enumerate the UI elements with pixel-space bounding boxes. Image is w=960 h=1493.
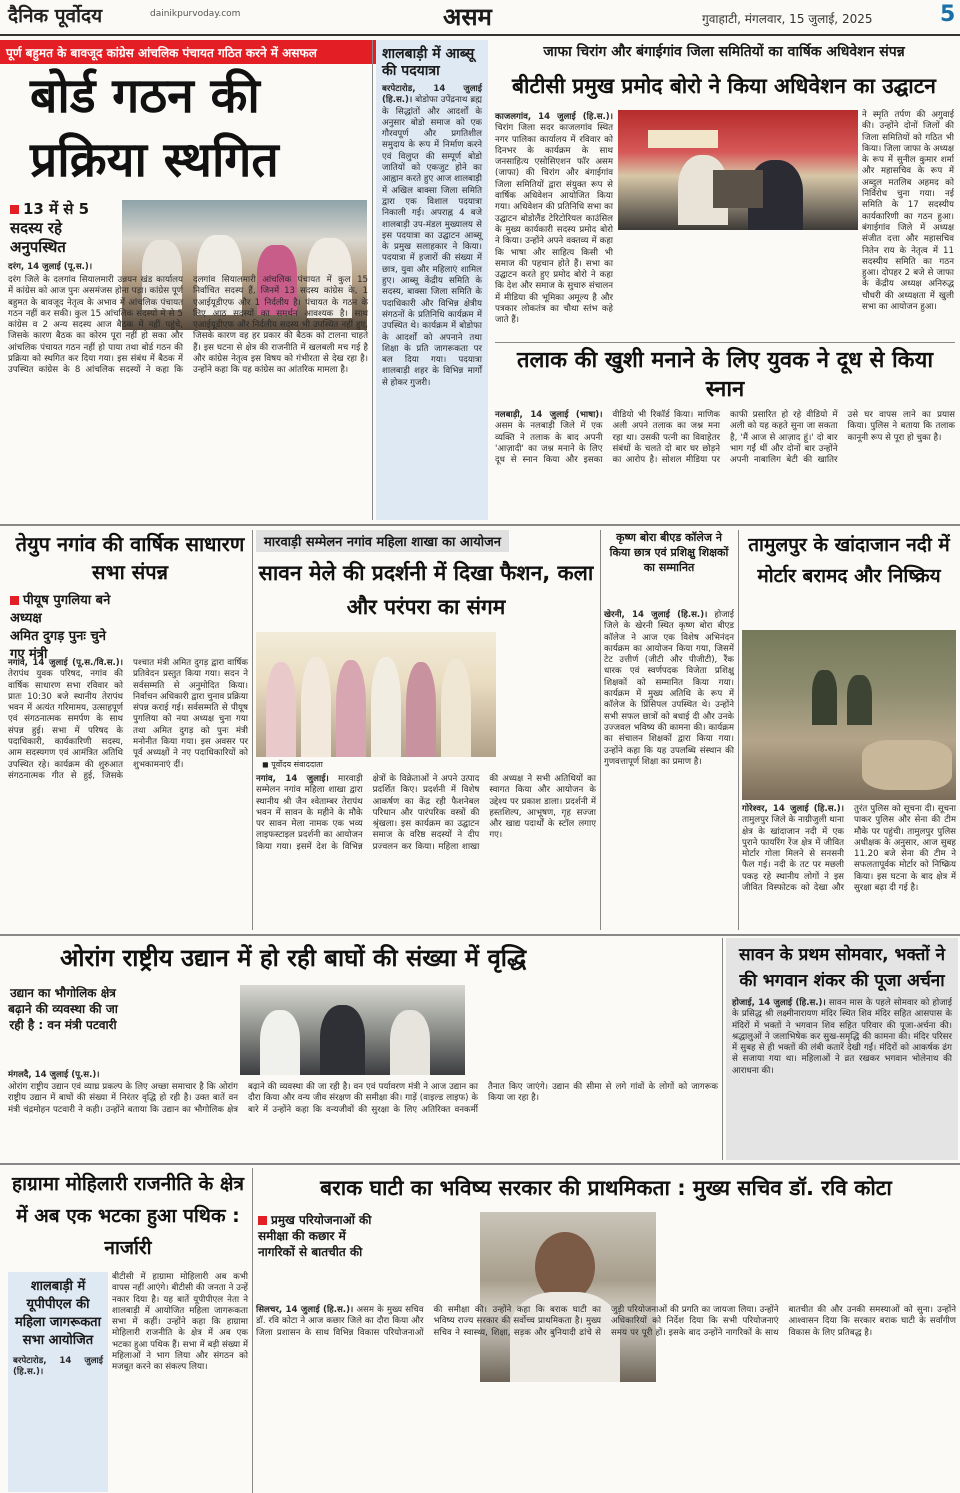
a8-headline: तामुलपुर के खांदाजान नदी में मोर्टार बरामद और निष्क्रिय	[748, 534, 950, 587]
a10-box	[726, 938, 958, 1160]
a7-body-text: होजाई जिले के खेरनी स्थित कृष्ण बोरा बीएड कॉलेज ने आज एक विशेष अभिनंदन कार्यक्रम का आयोजन किया गया, जिसमें टेट उत्तीर्ण (जीटी और पीजीटी), रैंक धारक एवं स्वर्णपदक विजेता प्रशिक्षु शिक्षकों को सम्मानित किया गया। कार्यक्रम में मुख्य अतिथि के रूप में कॉलेज के प्रिंसिपल उपस्थित थे। उन्होंने सभी सफल छात्रों को बधाई दी और उनके उज्जवल भविष्य की कामना की। कार्यक्रम का संचालन शिक्षकों द्वारा किया गया। उन्होंने कहा कि यह उपलब्धि संस्थान की गुणवत्तापूर्ण शिक्षा का प्रमाण है।	[604, 610, 734, 767]
a11-dateline: बरपेटारोड, 14 जुलाई (हि.स.)।	[13, 1356, 103, 1378]
a6-photo-women-group	[256, 632, 496, 757]
a7-body	[604, 610, 734, 930]
newspaper-name: दैनिक पूर्वोदय	[8, 5, 103, 27]
a6-kicker: मारवाड़ी सम्मेलन नगांव महिला शाखा का आयोजन	[256, 530, 509, 552]
section-title: असम	[443, 3, 492, 31]
a1-kicker: पूर्ण बहुमत के बावजूद कांग्रेस आंचलिक पंचायत गठित करने में असफल	[0, 40, 377, 64]
a2-dateline: बरपेटारोड, 14 जुलाई (हि.स.)।	[382, 84, 482, 106]
a9-side-headline: उद्यान का भौगोलिक क्षेत्र बढ़ाने की व्यवस्था की जा रही है : वन मंत्री पटवारी	[8, 986, 118, 1032]
a1-subhead-text: 13 में से 5 सदस्य रहे अनुपस्थित	[10, 200, 90, 256]
a10-dateline: होजाई, 14 जुलाई (हि.स.)।	[732, 998, 826, 1008]
red-square-icon	[258, 1216, 267, 1225]
red-square-icon	[10, 596, 19, 605]
a12-headline: बराक घाटी का भविष्य सरकार की प्राथमिकता : मुख्य सचिव डॉ. रवि कोटा	[320, 1176, 892, 1200]
a5-dateline: नगांव, 14 जुलाई (पू.स./वि.स.)।	[8, 658, 123, 668]
a1-subhead	[10, 200, 115, 260]
a9-photo-minister	[240, 985, 465, 1075]
red-square-icon	[10, 205, 19, 214]
a2-headline: शालबाड़ी में आब्सू की पदयात्रा	[382, 46, 475, 79]
a5-sub2: अमित दुगड़ पुनः चुने गए मंत्री	[10, 629, 106, 662]
a11-body: बीटीसी में हाग्रामा मोहिलारी अब कभी वापस नहीं आएंगे। बीटीसी की जनता ने उन्हें नकार दिया है। यह बातें यूपीपीएल नेता ने शालबाड़ी में आयोजित महिला जागरूकता सभा में कहीं। उन्होंने कहा कि हाग्रामा मोहिलारी राजनीति के क्षेत्र में अब एक भटका हुआ पथिक हैं। सभा में बड़ी संख्या में महिलाओं ने भाग लिया और संगठन को मजबूत करने का संकल्प लिया।	[112, 1272, 248, 1373]
masthead	[0, 0, 960, 36]
a6-kicker-box	[256, 530, 586, 550]
a2-body-text: बोडोफा उपेंद्रनाथ ब्रह्म के सिद्धांतों और आदर्शों के अनुसार बोडो समाज को एक गौरवपूर्ण और प्रगतिशील समुदाय के रूप में निर्माण करने एवं विलुप्त की सम्पूर्ण बोडो जातियों को एकजुट होने का आह्वान करते हुए आज शालबाड़ी में अखिल बाक्सा जिला समिति द्वारा एक विशाल पदयात्रा निकाली गई। अपराह्न 4 बजे शालबाड़ी उप-मंडल मुख्यालय से इस पदयात्रा का उद्घाटन आब्सू के प्रमुख सलाहकार ने किया। पदयात्रा में हजारों की संख्या में छात्र, युवा और महिलाएं शामिल हुए। आब्सू केंद्रीय समिति के सदस्य, बाक्सा जिला समिति के पदाधिकारी और विभिन्न क्षेत्रीय संगठनों के प्रतिनिधि कार्यक्रम में उपस्थित थे। कार्यक्रम में बोडोफा के आदर्शों को अपनाने तथा शिक्षा के प्रति जागरूकता पर बल दिया गया। पदयात्रा शालबाड़ी शहर के विभिन्न मार्गों से होकर गुजरी।	[382, 95, 483, 388]
a1-headline: बोर्ड गठन की प्रक्रिया स्थगित	[30, 68, 279, 188]
a10-headline: सावन के प्रथम सोमवार, भक्तों ने की भगवान शंकर की पूजा अर्चना	[738, 945, 946, 991]
a9-headline: ओरांग राष्ट्रीय उद्यान में हो रही बाघों की संख्या में वृद्धि	[60, 944, 527, 972]
a12-dateline: सिलचर, 14 जुलाई (हि.स.)।	[256, 1305, 354, 1315]
issue-date: गुवाहाटी, मंगलवार, 15 जुलाई, 2025	[702, 12, 873, 26]
a8-photo-mortar-site	[742, 630, 956, 800]
a5-headline: तेयुप नगांव की वार्षिक साधारण सभा संपन्न	[15, 532, 245, 584]
a5-body	[8, 658, 248, 933]
a11-side-headline: शालबाड़ी में यूपीपीएल की महिला जागरूकता सभा आयोजित	[15, 1279, 101, 1348]
a3-photo-inauguration	[618, 110, 858, 230]
a12-side-headline	[258, 1212, 378, 1302]
a12-side-text: प्रमुख परियोजनाओं की समीक्षा की कछार में नागरिकों से बातचीत की	[258, 1213, 372, 1259]
website-url[interactable]: dainikpurvoday.com	[150, 9, 241, 19]
a7-headline: कृष्ण बोरा बीएड कॉलेज ने किया छात्र एवं प्रशिक्षु शिक्षकों का सम्मानित	[609, 531, 729, 574]
a1-body: दरंग जिले के दलगांव सियालमारी उन्नयन खंड कार्यालय में कांग्रेस को आज पुनः असमंजस होना पड़ा। कांग्रेस पूर्ण बहुमत के बावजूद नेतृत्व के अभाव में आंचलिक पंचायत गठन नहीं कर सकी। कुल 15 आंचलिक सदस्यों में से 5 कांग्रेस व 2 अन्य सदस्य आज बैठक में नहीं पहुंचे, जिसके कारण बैठक का कोरम पूरा नहीं हो सका और आंचलिक पंचायत गठन नहीं हो पाया तथा बोर्ड गठन की प्रक्रिया को स्थगित कर दिया गया। इस संबंध में बैठक में उपस्थित कांग्रेस के 8 आंचलिक सदस्यों ने कहा कि दलगांव सियालमारी आंचलिक पंचायत में कुल 15 निर्वाचित सदस्य हैं, जिनमें 13 सदस्य कांग्रेस के, 1 एआईयूडीएफ और 1 निर्दलीय है। पंचायत के गठन के लिए आठ सदस्यों का समर्थन आवश्यक है। साथ एआईयूडीएफ और निर्दलीय सदस्य भी उपस्थित नहीं हुए, जिसके कारण वह हर प्रकार की बैठक को टालना चाहते हैं। इस घटना से क्षेत्र की राजनीति में खलबली मच गई है और कांग्रेस नेतृत्व इस विषय को गंभीरता से देख रहा है। उन्होंने कहा कि यह कांग्रेस का आंतरिक मामला है।	[8, 275, 368, 376]
a8-dateline: गोरेश्वर, 14 जुलाई (हि.स.)।	[742, 804, 844, 814]
a6-dateline: नगांव, 14 जुलाई।	[256, 774, 329, 784]
a4-dateline: नलबाड़ी, 14 जुलाई (भाषा)।	[495, 410, 603, 420]
a4-body	[495, 410, 955, 518]
a3-dateline: काजलगांव, 14 जुलाई (हि.स.)।	[495, 112, 613, 122]
a3-body-cont	[618, 232, 858, 340]
a4-body-text: असम के नलबाड़ी जिले में एक व्यक्ति ने तलाक के बाद अपनी 'आज़ादी' का जश्न मनाने के लिए दूध से स्नान किया और इसका वीडियो भी रिकॉर्ड किया। माणिक अली अपने तलाक का जश्न मना रहा था। उसकी पत्नी का विवाहेतर संबंधों के चलते दो बार घर छोड़ने का आरोप है। सोशल मीडिया पर काफी प्रसारित हो रहे वीडियो में अली को यह कहते सुना जा सकता है, 'मैं आज से आज़ाद हूं।' दो बार भाग गईं थीं और दोनों बार उन्होंने अपनी नाबालिग बेटी की खातिर उसे घर वापस लाने का प्रयास किया। पुलिस ने बताया कि तलाक कानूनी रूप से पूरा हो चुका है।	[495, 410, 955, 466]
a5-sub1: पीयूष पुगलिया बने अध्यक्ष	[10, 593, 111, 626]
a3-body-2: ने स्मृति तर्पण की अगुवाई की। उन्होंने दोनों जिलों की जिला समितियों को गठित भी किया। जिला जाफा के अध्यक्ष के रूप में सुनील कुमार शर्मा और महासचिव के रूप में अब्दुल मतलिब अहमद को निर्विरोध चुना गया। नई समिति के 17 सदस्यीय कार्यकारिणी का गठन हुआ। बंगाईगांव जिले में अध्यक्ष संजीत दत्ता और महासचिव नितेन राय के नेतृत्व में 11 सदस्यीय समिति का गठन हुआ। दोपहर 2 बजे से जाफा के केंद्रीय अध्यक्ष अनिरुद्ध चौधरी की अध्यक्षता में खुली सभा का आयोजन हुआ।	[862, 110, 954, 313]
a5-subheads	[10, 592, 120, 662]
a4-headline: तलाक की खुशी मनाने के लिए युवक ने दूध से किया स्नान	[516, 348, 934, 402]
a8-body-text: तामुलपुर जिले के नाग्रीजुली थाना क्षेत्र के खांदाजान नदी में एक पुराने फायरिंग रेंज क्षेत्र में जीवित मोर्टार गोला मिलने से सनसनी फैल गई। नदी के तट पर मछली पकड़ रहे स्थानीय लोगों ने इस जीवित विस्फोटक को देखा और तुरंत पुलिस को सूचना दी। सूचना पाकर पुलिस और सेना की टीम मौके पर पहुंची। तामुलपुर पुलिस अधीक्षक के अनुसार, आज सुबह 11.20 बजे सेना की टीम ने सफलतापूर्वक मोर्टार को निष्क्रिय किया। इस घटना के बाद क्षेत्र में सुरक्षा बढ़ा दी गई है।	[742, 804, 956, 894]
a10-body	[726, 998, 958, 1077]
a9-body: ओरांग राष्ट्रीय उद्यान एवं व्याघ्र प्रकल्प के लिए अच्छा समाचार है कि ओरांग राष्ट्रीय उद्यान में बाघों की संख्या में निरंतर वृद्धि हो रही है। उक्त बातें वन मंत्री चंद्रमोहन पटवारी ने कही। उन्होंने बताया कि उद्यान का भौगोलिक क्षेत्र बढ़ाने की व्यवस्था की जा रही है। वन एवं पर्यावरण मंत्री ने आज उद्यान का दौरा किया और वन्य जीव संरक्षण की समीक्षा की। गाड़ें (वाइल्ड लाइफ) के बारे में उन्होंने कहा कि वन्यजीवों की सुरक्षा के लिए अतिरिक्त वनकर्मी तैनात किए जाएंगे। उद्यान की सीमा से लगे गांवों के लोगों को जागरूक किया जा रहा है।	[8, 1082, 718, 1115]
a3-headline: बीटीसी प्रमुख प्रमोद बोरो ने किया अधिवेशन का उद्घाटन	[512, 74, 936, 98]
a12-body-text: असम के मुख्य सचिव डॉ. रवि कोटा ने आज कछार जिले का दौरा किया और जिला प्रशासन के साथ विभिन्न विकास परियोजनाओं की समीक्षा की। उन्होंने कहा कि बराक घाटी का भविष्य राज्य सरकार की सर्वोच्च प्राथमिकता है। मुख्य सचिव ने स्वास्थ्य, शिक्षा, सड़क और बुनियादी ढांचे से जुड़ी परियोजनाओं की प्रगति का जायजा लिया। उन्होंने अधिकारियों को निर्देश दिया कि सभी परियोजनाएं समय पर पूरी हों। इसके बाद उन्होंने नागरिकों के साथ बातचीत की और उनकी समस्याओं को सुना। उन्होंने आश्वासन दिया कि सरकार बराक घाटी के सर्वांगीण विकास के लिए प्रतिबद्ध है।	[256, 1305, 956, 1338]
a3-body-text: चिरांग जिला सदर काजलगांव स्थित नगर पालिका कार्यालय में रविवार को दिनभर के कार्यक्रम के साथ जनसाहित्य एसोसिएशन फॉर असम (जाफा) की चिरांग और बंगाईगांव जिला समितियों द्वारा संयुक्त रूप से वार्षिक अधिवेशन आयोजित किया गया। अधिवेशन की प्रतिनिधि सभा का उद्घाटन बोडोलैंड टेरिटोरियल काउंसिल के मुख्य कार्यकारी सदस्य प्रमोद बोरो ने किया। उन्होंने अपने वक्तव्य में कहा कि भाषा और साहित्य किसी भी समाज की पहचान होते हैं। सभा का उद्घाटन करते हुए प्रमोद बोरो ने कहा कि देश और समाज के सुचारु संचालन में मीडिया की भूमिका अमूल्य है और पत्रकार लोकतंत्र का चौथा स्तंभ कहे जाते हैं।	[495, 123, 613, 326]
a11-dateline-wrap	[8, 1356, 108, 1379]
a12-body	[256, 1305, 956, 1491]
a6-body-text: मारवाड़ी सम्मेलन नगांव महिला शाखा द्वारा स्थानीय श्री जैन श्वेताम्बर तेरापंथ भवन में सावन के महीने के मौके पर सावन मेला नामक एक भव्य लाइफस्टाइल प्रदर्शनी का आयोजन किया गया। इसमें देश के विभिन्न क्षेत्रों के विक्रेताओं ने अपने उत्पाद प्रदर्शित किए। प्रदर्शनी में विशेष आकर्षण का केंद्र रही फैशनेबल परिधान और पारंपरिक वस्त्रों की श्रृंखला। इस कार्यक्रम का उद्घाटन समाज के वरिष्ठ सदस्यों ने दीप प्रज्वलन कर किया। महिला शाखा की अध्यक्ष ने सभी अतिथियों का स्वागत किया और आयोजन के उद्देश्य पर प्रकाश डाला। प्रदर्शनी में हस्तशिल्प, आभूषण, गृह सज्जा और खाद्य पदार्थों के स्टॉल लगाए गए।	[256, 774, 596, 852]
a6-headline: सावन मेले की प्रदर्शनी में दिखा फैशन, कला और परंपरा का संगम	[258, 561, 594, 619]
a3-kicker: जाफा चिरांग और बंगाईगांव जिला समितियों का वार्षिक अधिवेशन संपन्न	[543, 44, 905, 60]
a6-photo-credit-text: पूर्वोदय संवाददाता	[271, 760, 323, 769]
page-number: 5	[940, 2, 956, 27]
a11-side-box	[8, 1272, 108, 1492]
a5-body-text: तेरापंथ युवक परिषद, नगांव की वार्षिक साधारण सभा रविवार को प्रातः 10:30 बजे स्थानीय तेरापंथ भवन में अत्यंत गरिमामय, उत्साहपूर्ण एवं संगठनात्मक समर्पण के साथ संपन्न हुई। सभा में परिषद के पदाधिकारी, कार्यकारिणी सदस्य, आम सदस्यगण एवं आमंत्रित अतिथि उपस्थित रहे। कार्यक्रम की शुरुआत संगठनात्मक गीत से हुई, जिसके पश्चात मंत्री अमित दुगड़ द्वारा वार्षिक प्रतिवेदन प्रस्तुत किया गया। सदन ने सर्वसम्मति से अनुमोदित किया। निर्वाचन अधिकारी द्वारा चुनाव प्रक्रिया संपन्न कराई गई। सर्वसम्मति से पीयूष पुगलिया को नया अध्यक्ष चुना गया तथा अमित दुगड़ को पुनः मंत्री मनोनीत किया गया। इस अवसर पर पूर्व अध्यक्षों ने नए पदाधिकारियों को शुभकामनाएं दीं।	[8, 658, 248, 781]
a7-dateline: खेरनी, 14 जुलाई (हि.स.)।	[604, 610, 708, 620]
a3-body	[495, 112, 613, 342]
a6-body	[256, 774, 596, 932]
a9-dateline: मंगलदै, 14 जुलाई (पू.स.)।	[8, 1070, 100, 1080]
a10-body-text: सावन मास के पहले सोमवार को होजाई के प्रसिद्ध श्री लक्ष्मीनारायण मंदिर स्थित शिव मंदिर सहित आसपास के मंदिरों में भक्तों ने भगवान शिव सहित परिवार की पूजा-अर्चना की। श्रद्धालुओं ने जलाभिषेक कर सुख-समृद्धि की कामना की। मंदिर परिसर में सुबह से ही भक्तों की लंबी कतारें देखी गईं। मंदिरों को आकर्षक ढंग से सजाया गया था। महिलाओं ने व्रत रखकर भगवान भोलेनाथ की आराधना की।	[732, 998, 953, 1076]
a6-photo-credit: ◼ पूर्वोदय संवाददाता	[262, 760, 323, 769]
a1-dateline: दरंग, 14 जुलाई (पू.स.)।	[8, 262, 93, 272]
a8-body	[742, 804, 956, 932]
a11-headline: हाग्रामा मोहिलारी राजनीति के क्षेत्र में अब एक भटका हुआ पथिक : नार्जारी	[12, 1173, 244, 1259]
a2-box	[376, 40, 488, 520]
a2-body	[376, 84, 488, 389]
